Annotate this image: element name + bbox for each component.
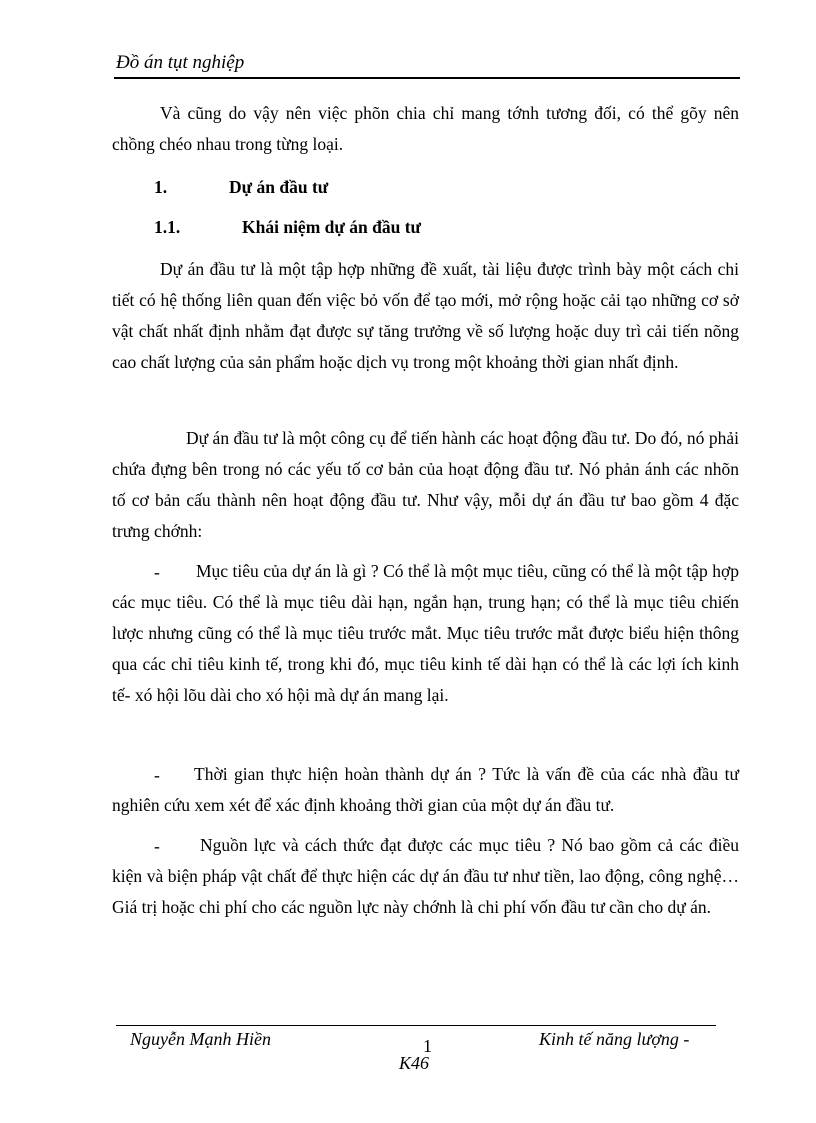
footer-page-number: 1: [423, 1036, 432, 1056]
bullet-item-1: Mục tiêu của dự án là gì ? Có thể là một mục tiêu, cũng có thể là một tập hợp các mục tiêu. Có thể là mục tiêu dài hạn, ngắn hạn, trung hạn; có thể là mục tiêu chiến lược nhưng cũng có thể là mục tiêu trước mắt. Mục tiêu trước mắt được biểu hiện thông qua các chỉ tiêu kinh tế, trong khi đó, mục tiêu kinh tế dài hạn có thể là các lợi ích kinh tế- xó hội lõu dài cho xó hội mà dự án mang lại.: [112, 561, 739, 705]
header-rule: [114, 77, 740, 79]
section11-number: 1.1.: [154, 217, 181, 237]
bullet-item-2: Thời gian thực hiện hoàn thành dự án ? Tức là vấn đề của các nhà đầu tư nghiên cứu xem xét để xác định khoảng thời gian của một dự án đầu tư.: [112, 764, 739, 815]
footer-department: Kinh tế năng lượng -: [539, 1029, 690, 1049]
section1-title: Dự án đầu tư: [229, 177, 329, 197]
section11-title: Khái niệm dự án đầu tư: [242, 217, 422, 237]
footer-rule: [116, 1025, 716, 1026]
footer-author: Nguyễn Mạnh Hiền: [130, 1029, 271, 1049]
intro-paragraph: Và cũng do vậy nên việc phõn chia chỉ mang tớnh tương đối, có thể gõy nên chồng chéo nhau trong từng loại.: [112, 103, 739, 154]
bullet-item-3: Nguồn lực và cách thức đạt được các mục tiêu ? Nó bao gồm cả các điều kiện và biện pháp vật chất để thực hiện các dự án đầu tư như tiền, lao động, công nghệ… Giá trị hoặc chi phí cho các nguồn lực này chớnh là chi phí vốn đầu tư cần cho dự án.: [112, 835, 739, 917]
header-title: Đồ án tụt nghiệp: [116, 52, 245, 73]
features-paragraph: Dự án đầu tư là một công cụ để tiến hành các hoạt động đầu tư. Do đó, nó phải chứa đựng bên trong nó các yếu tố cơ bản của hoạt động đầu tư. Nó phản ánh các nhõn tố cơ bản cấu thành nên hoạt động đầu tư. Như vậy, mỗi dự án đầu tư bao gồm 4 đặc trưng chớnh:: [112, 428, 739, 541]
bullet-dash-2: -: [154, 765, 160, 785]
bullet-dash-3: -: [154, 836, 160, 856]
section1-number: 1.: [154, 177, 168, 197]
definition-paragraph: Dự án đầu tư là một tập hợp những đề xuất, tài liệu được trình bày một cách chi tiết có hệ thống liên quan đến việc bỏ vốn để tạo mới, mở rộng hoặc cải tạo những cơ sở vật chất nhất định nhằm đạt được sự tăng trưởng về số lượng hoặc duy trì cải tiến nõng cao chất lượng của sản phẩm hoặc dịch vụ trong một khoảng thời gian nhất định.: [112, 259, 739, 372]
footer-department-class: K46: [399, 1053, 430, 1073]
bullet-dash-1: -: [154, 562, 160, 582]
